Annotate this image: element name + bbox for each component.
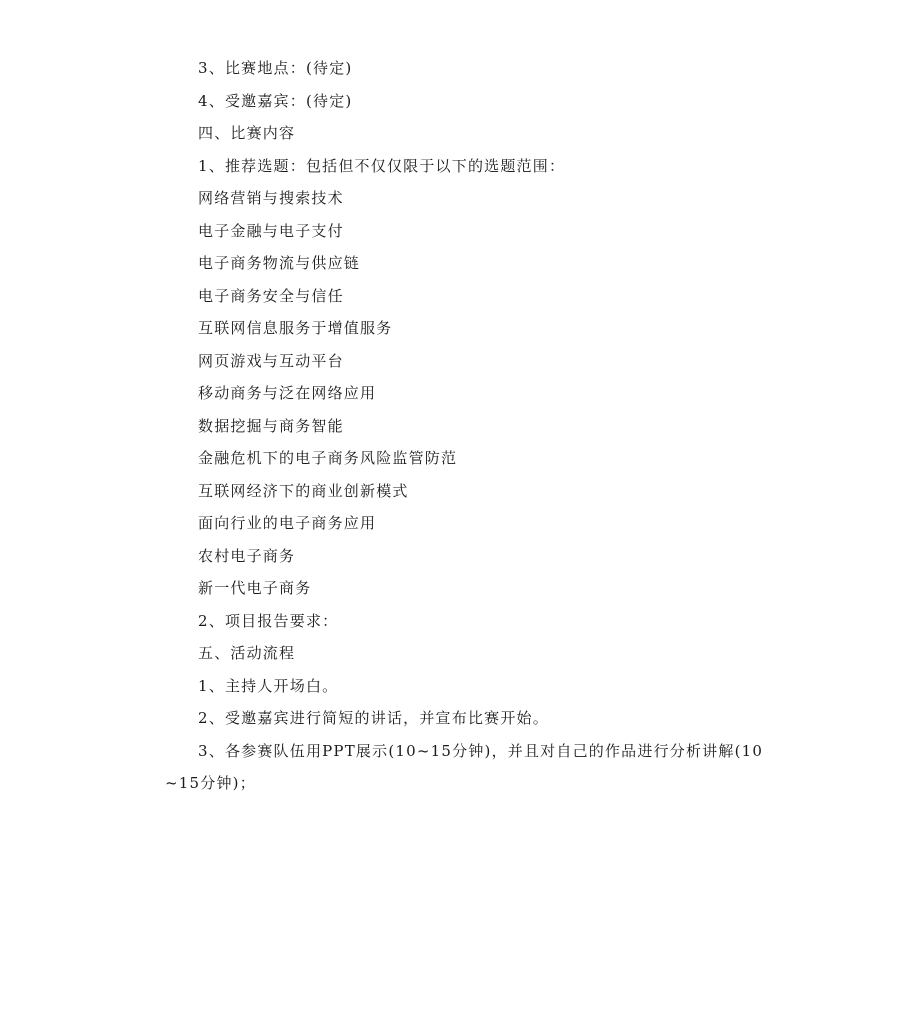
section-heading: 四、比赛内容 bbox=[198, 124, 296, 142]
topic-item: 电子商务安全与信任 bbox=[198, 286, 344, 305]
topic-item: 新一代电子商务 bbox=[198, 579, 312, 597]
topic-item: 电子金融与电子支付 bbox=[198, 221, 344, 240]
topic-item: 互联网信息服务于增值服务 bbox=[198, 319, 393, 337]
text-line: 1、主持人开场白。 bbox=[198, 676, 339, 695]
text-line: 1、推荐选题：包括但不仅仅限于以下的选题范围： bbox=[198, 156, 566, 175]
document-body bbox=[165, 52, 765, 800]
topic-item: 电子商务物流与供应链 bbox=[198, 254, 361, 272]
text-line: 4、受邀嘉宾：(待定) bbox=[198, 91, 353, 110]
topic-item: 面向行业的电子商务应用 bbox=[198, 514, 377, 532]
text-line: 2、受邀嘉宾进行简短的讲话，并宣布比赛开始。 bbox=[198, 709, 549, 727]
topic-item: 数据挖掘与商务智能 bbox=[198, 416, 344, 435]
topic-item: 金融危机下的电子商务风险监管防范 bbox=[198, 449, 458, 467]
text-line: 3、比赛地点：(待定) bbox=[198, 59, 353, 77]
topic-item: 网络营销与搜索技术 bbox=[198, 189, 344, 207]
section-heading: 五、活动流程 bbox=[198, 644, 296, 662]
final-paragraph: 3、各参赛队伍用PPT展示(10~15分钟)，并且对自己的作品进行分析讲解(10~15分钟)； bbox=[165, 741, 764, 792]
topic-item: 互联网经济下的商业创新模式 bbox=[198, 481, 409, 500]
topic-item: 网页游戏与互动平台 bbox=[198, 351, 344, 370]
text-line: 2、项目报告要求： bbox=[198, 611, 339, 630]
topic-item: 移动商务与泛在网络应用 bbox=[198, 384, 377, 402]
topic-item: 农村电子商务 bbox=[198, 546, 296, 565]
